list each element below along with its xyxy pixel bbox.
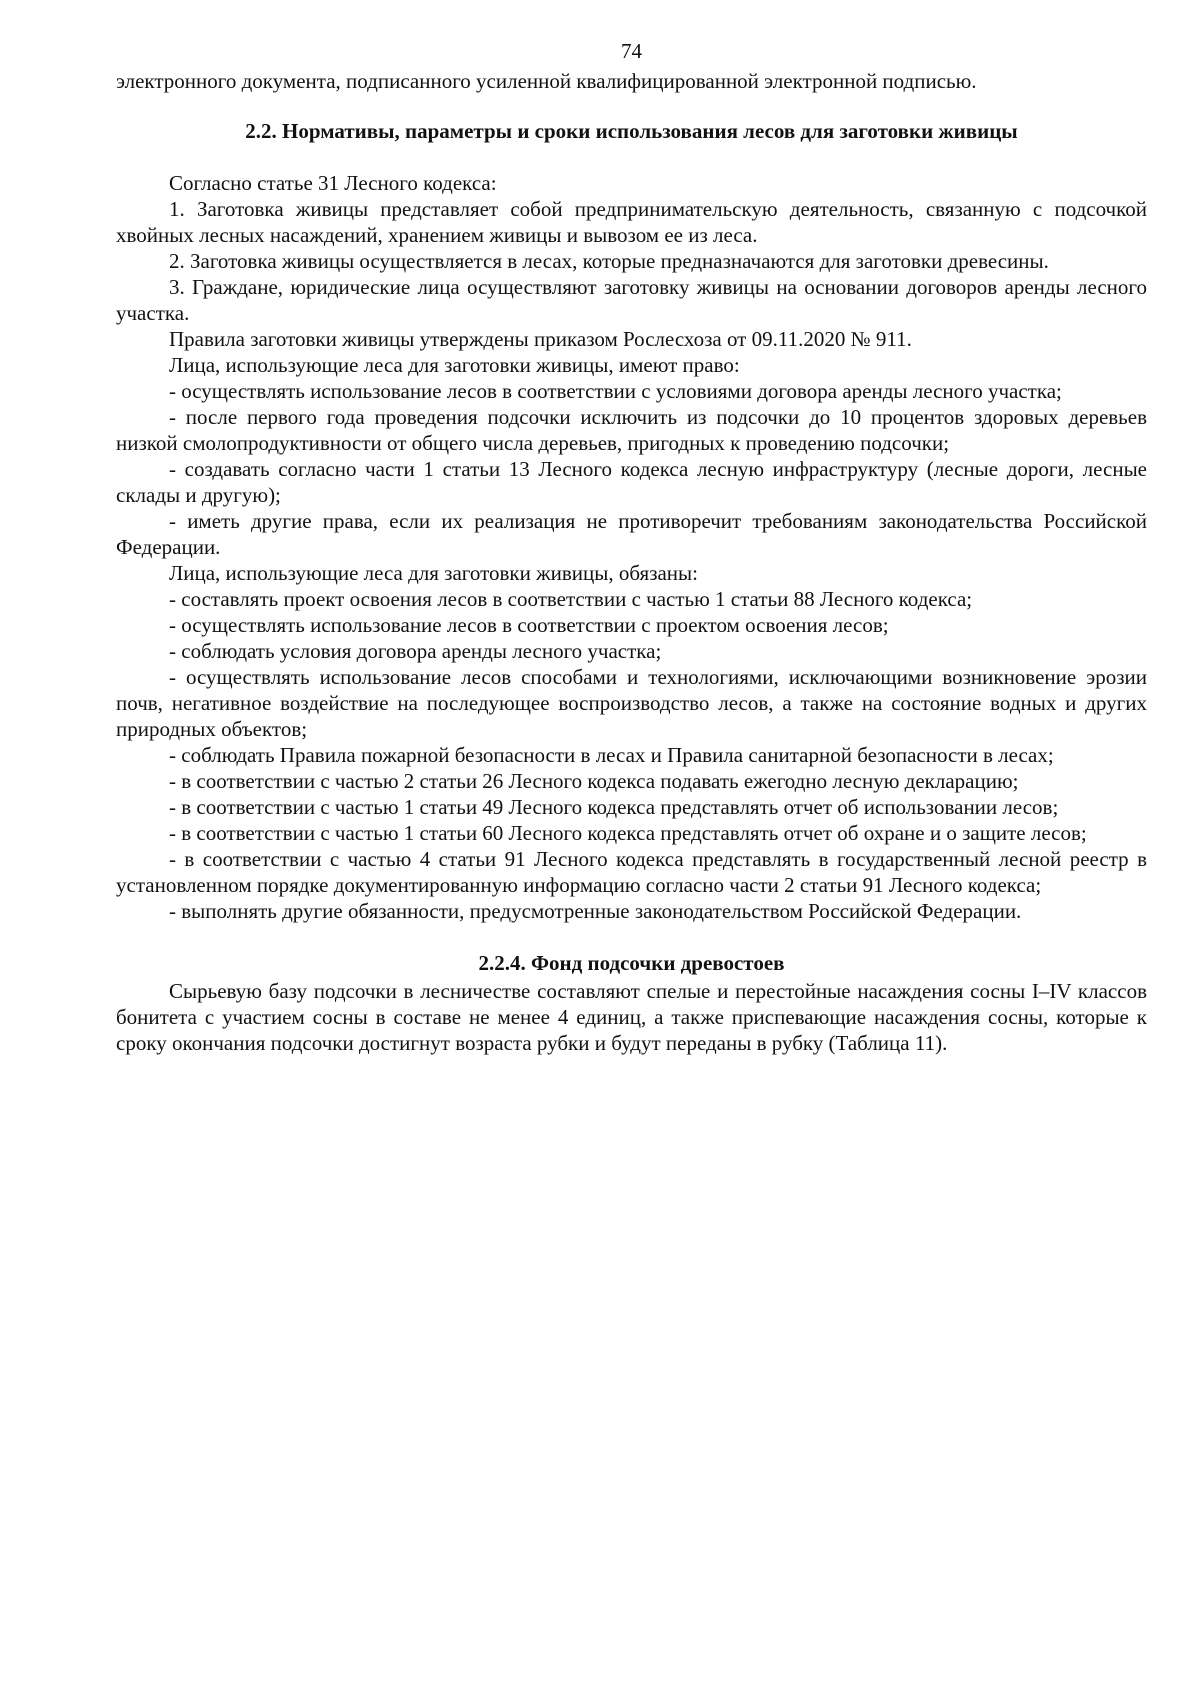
- list-item: - осуществлять использование лесов в соответствии с условиями договора аренды лесного участка;: [169, 379, 1062, 403]
- section-2-2-4-body: [116, 978, 1147, 1056]
- list-item: - в соответствии с частью 2 статьи 26 Лесного кодекса подавать ежегодно лесную декларацию;: [169, 769, 1019, 793]
- list-item: - выполнять другие обязанности, предусмотренные законодательством Российской Федерации.: [169, 899, 1022, 923]
- paragraph: Сырьевую базу подсочки в лесничестве составляют спелые и перестойные насаждения сосны I–IV классов бонитета с участием сосны в составе не менее 4 единиц, а также приспевающие насаждения сосны, которые к сроку окончания подсочки достигнут возраста рубки и будут переданы в рубку (Таблица 11).: [116, 979, 1147, 1055]
- continuation-text: электронного документа, подписанного усиленной квалифицированной электронной подписью.: [116, 69, 977, 93]
- paragraph: 2. Заготовка живицы осуществляется в лесах, которые предназначаются для заготовки древесины.: [169, 249, 1049, 273]
- list-item: - осуществлять использование лесов способами и технологиями, исключающими возникновение эрозии почв, негативное воздействие на последующее воспроизводство лесов, а также на состояние водных и других природных объектов;: [116, 665, 1147, 741]
- paragraph: Лица, использующие леса для заготовки живицы, обязаны:: [169, 561, 698, 585]
- section-heading-2-2: 2.2. Нормативы, параметры и сроки использования лесов для заготовки живицы: [245, 119, 1018, 143]
- list-item: - иметь другие права, если их реализация не противоречит требованиям законодательства Российской Федерации.: [116, 509, 1147, 559]
- paragraph: Правила заготовки живицы утверждены приказом Рослесхоза от 09.11.2020 № 911.: [169, 327, 912, 351]
- list-item: - в соответствии с частью 1 статьи 60 Лесного кодекса представлять отчет об охране и о защите лесов;: [169, 821, 1087, 845]
- page-number: 74: [621, 39, 642, 63]
- paragraph: Согласно статье 31 Лесного кодекса:: [169, 171, 497, 195]
- paragraph: 3. Граждане, юридические лица осуществляют заготовку живицы на основании договоров аренды лесного участка.: [116, 275, 1147, 325]
- list-item: - в соответствии с частью 4 статьи 91 Лесного кодекса представлять в государственный лесной реестр в установленном порядке документированную информацию согласно части 2 статьи 91 Лесного кодекса;: [116, 847, 1147, 897]
- list-item: - в соответствии с частью 1 статьи 49 Лесного кодекса представлять отчет об использовании лесов;: [169, 795, 1059, 819]
- section-heading-2-2-4: 2.2.4. Фонд подсочки древостоев: [478, 951, 785, 975]
- paragraph: Лица, использующие леса для заготовки живицы, имеют право:: [169, 353, 740, 377]
- list-item: - составлять проект освоения лесов в соответствии с частью 1 статьи 88 Лесного кодекса;: [169, 587, 973, 611]
- list-item: - после первого года проведения подсочки исключить из подсочки до 10 процентов здоровых деревьев низкой смолопродуктивности от общего числа деревьев, пригодных к проведению подсочки;: [116, 405, 1147, 455]
- list-item: - осуществлять использование лесов в соответствии с проектом освоения лесов;: [169, 613, 889, 637]
- section-2-2-body: [116, 170, 1147, 924]
- list-item: - создавать согласно части 1 статьи 13 Лесного кодекса лесную инфраструктуру (лесные дороги, лесные склады и другую);: [116, 457, 1147, 507]
- list-item: - соблюдать условия договора аренды лесного участка;: [169, 639, 662, 663]
- paragraph: 1. Заготовка живицы представляет собой предпринимательскую деятельность, связанную с подсочкой хвойных лесных насаждений, хранением живицы и вывозом ее из леса.: [116, 197, 1147, 247]
- list-item: - соблюдать Правила пожарной безопасности в лесах и Правила санитарной безопасности в лесах;: [169, 743, 1054, 767]
